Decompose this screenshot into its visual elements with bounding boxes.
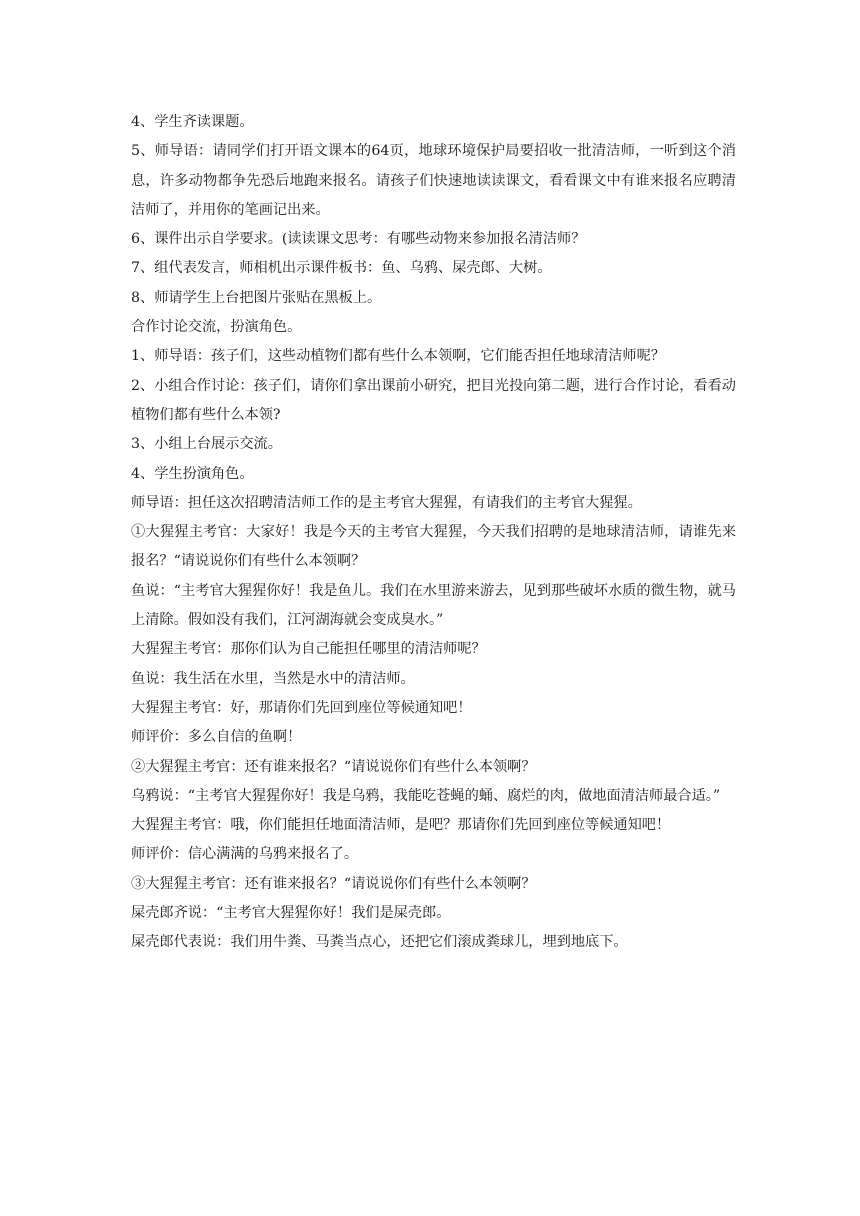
paragraph: 4、学生齐读课题。 xyxy=(131,114,254,130)
dialogue-line: 师评价：信心满满的乌鸦来报名了。 xyxy=(131,846,359,863)
dialogue-line: 乌鸦说：“主考官大猩猩你好！我是乌鸦，我能吃苍蝇的蛹、腐烂的肉，做地面清洁师最合适。” xyxy=(131,787,721,804)
dialogue-line: 鱼说：“主考官大猩猩你好！我是鱼儿。我们在水里游来游去，见到那些破坏水质的微生物，就马上清除。假如没有我们，江河湖海就会变成臭水。” xyxy=(131,582,736,629)
paragraph: 3、小组上台展示交流。 xyxy=(131,436,282,453)
section-heading: 合作讨论交流，扮演角色。 xyxy=(131,319,302,336)
dialogue-line: 屎壳郎代表说：我们用牛粪、马粪当点心，还把它们滚成粪球儿，埋到地底下。 xyxy=(131,934,628,951)
dialogue-line: 师评价：多么自信的鱼啊！ xyxy=(131,729,302,746)
paragraph: 8、师请学生上台把图片张贴在黑板上。 xyxy=(131,289,382,306)
paragraph: 6、课件出示自学要求。(读读课文思考：有哪些动物来参加报名清洁师？ xyxy=(131,231,586,248)
dialogue-line: 屎壳郎齐说：“主考官大猩猩你好！我们是屎壳郎。 xyxy=(131,905,451,922)
paragraph: 7、组代表发言，师相机出示课件板书：鱼、乌鸦、屎壳郎、大树。 xyxy=(131,260,552,277)
dialogue-line: 大猩猩主考官：哦，你们能担任地面清洁师，是吧？那请你们先回到座位等候通知吧！ xyxy=(131,817,671,834)
dialogue-line: ③大猩猩主考官：还有谁来报名？“请说说你们有些什么本领啊？ xyxy=(131,875,536,892)
paragraph: 1、师导语：孩子们，这些动植物们都有些什么本领啊，它们能否担任地球清洁师呢？ xyxy=(131,348,665,365)
document-body xyxy=(131,108,736,958)
paragraph: 5、师导语：请同学们打开语文课本的64页，地球环境保护局要招收一批清洁师，一听到这个消息，许多动物都争先恐后地跑来报名。请孩子们快速地读读课文，看看课文中有谁来报名应聘清洁师了，并用你的笔画记出来。 xyxy=(131,143,736,218)
dialogue-line: 大猩猩主考官：好，那请你们先回到座位等候通知吧！ xyxy=(131,699,472,716)
dialogue-line: 大猩猩主考官：那你们认为自己能担任哪里的清洁师呢？ xyxy=(131,641,486,658)
paragraph: 2、小组合作讨论：孩子们，请你们拿出课前小研究，把目光投向第二题，进行合作讨论，看看动植物们都有些什么本领? xyxy=(131,377,736,423)
dialogue-line: ①大猩猩主考官：大家好！我是今天的主考官大猩猩，今天我们招聘的是地球清洁师，请谁先来报名？“请说说你们有些什么本领啊？ xyxy=(131,524,736,570)
paragraph: 4、学生扮演角色。 xyxy=(131,465,254,482)
paragraph: 师导语：担任这次招聘清洁师工作的是主考官大猩猩，有请我们的主考官大猩猩。 xyxy=(131,494,642,511)
dialogue-line: 鱼说：我生活在水里，当然是水中的清洁师。 xyxy=(131,670,415,687)
dialogue-line: ②大猩猩主考官：还有谁来报名？“请说说你们有些什么本领啊？ xyxy=(131,758,536,775)
